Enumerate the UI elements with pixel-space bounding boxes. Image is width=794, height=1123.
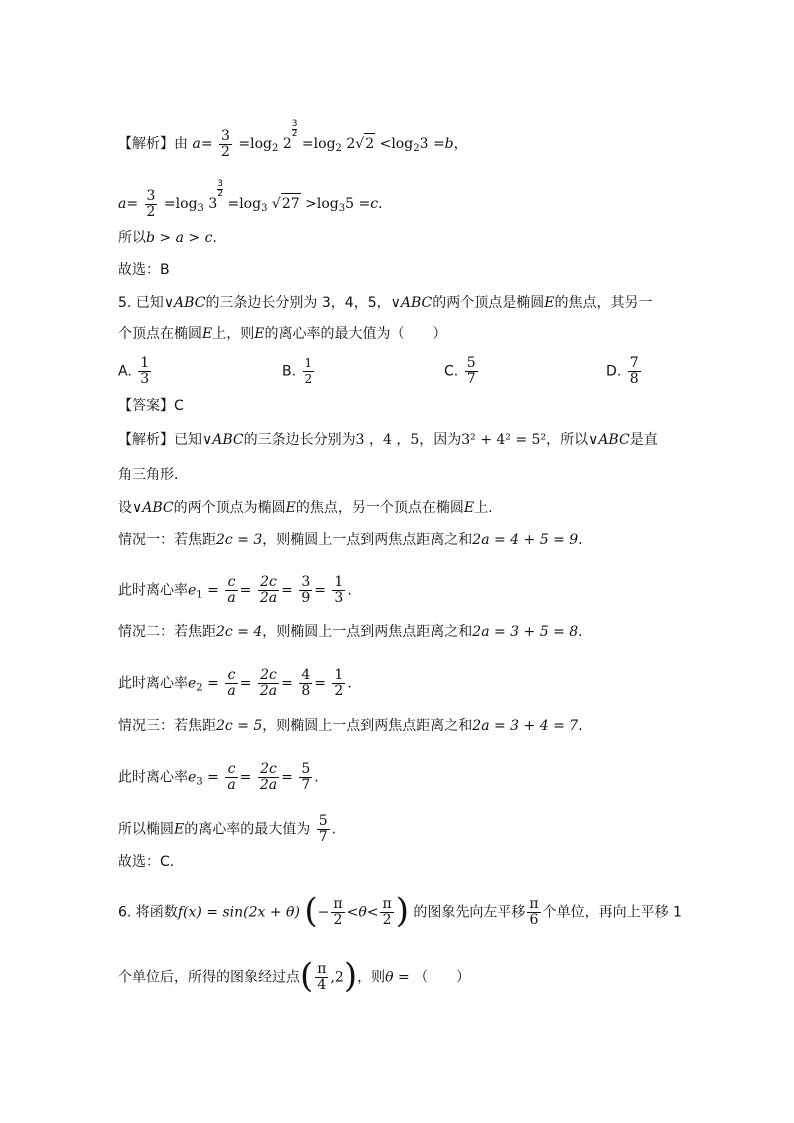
eccentricity-2: 此时离心率$e_2$ = $\frac{c}{a}$ = $\frac{2c}{2a}$ = $\frac{4}{8}$ = $\frac{1}{2}$ . — [118, 667, 352, 699]
analysis-label: 【解析】 — [118, 136, 174, 152]
case-2: 情况二：若焦距2c = 4，则椭圆上一点到两焦点距离之和2a = 3 + 5 = 8. — [118, 624, 583, 640]
solution-5-line-3: 设∨ABC的两个顶点为椭圆E的焦点，另一个顶点在椭圆E上. — [118, 500, 493, 516]
question-6-line-2: 个单位后，所得的图象经过点( $\frac{\pi}{4}$ ,2)，则θ = （ ） — [118, 955, 471, 996]
solution-5-max: 所以椭圆E的离心率的最大值为 $\frac{5}{7}$ . — [118, 813, 337, 845]
eccentricity-3: 此时离心率$e_3$ = $\frac{c}{a}$ = $\frac{2c}{2a}$ = $\frac{5}{7}$ . — [118, 761, 319, 793]
case-1: 情况一：若焦距2c = 3，则椭圆上一点到两焦点距离之和2a = 4 + 5 = 9. — [118, 532, 583, 548]
option-c[interactable]: C. $\frac{5}{7}$ — [444, 355, 476, 387]
option-b[interactable]: B. $\frac{1}{2}$ — [282, 356, 313, 386]
solution-4-line-2: a= $\frac{3}{2}$ $=\log_3$ 3 $\frac{3}{2}$ $=\log_3$ $√27 >\log_35 =c$. — [118, 179, 383, 220]
question-5-stem-line-2: 个顶点在椭圆E上，则E的离心率的最大值为（ ） — [118, 326, 447, 342]
solution-4-line-1: 【解析】由 a= $\frac{3}{2}$ $=\log_2$ 2 $\frac{3}{2}$ $=\log_2$ $2√2 <\log_23 =b$， — [118, 119, 468, 160]
question-5-options — [118, 356, 678, 390]
solution-5-line-2: 角三角形. — [118, 467, 179, 483]
exponent-fraction: $\frac{3}{2}$ — [291, 119, 298, 139]
solution-4-choice: 故选：B — [118, 262, 170, 278]
solution-4-conclusion: 所以b > a > c. — [118, 230, 217, 246]
fraction: $\frac{3}{2}$ — [146, 187, 156, 220]
solution-5-line-1: 【解析】已知∨ABC的三条边长分别为3 ，4 ，5，因为3² + 4² = 5²，所以∨ABC是直 — [118, 432, 658, 448]
eccentricity-1: 此时离心率$e_1$ = $\frac{c}{a}$ = $\frac{2c}{2a}$ = $\frac{3}{9}$ = $\frac{1}{3}$ . — [118, 574, 352, 606]
solution-5-choice: 故选：C. — [118, 854, 175, 870]
option-a[interactable]: A. $\frac{1}{3}$ — [118, 355, 150, 387]
case-3: 情况三：若焦距2c = 5，则椭圆上一点到两焦点距离之和2a = 3 + 4 = 7. — [118, 718, 583, 734]
question-5-answer: 【答案】C — [118, 398, 184, 414]
option-d[interactable]: D. $\frac{7}{8}$ — [606, 355, 639, 387]
question-6-line-1: 6. 将函数f(x) = sin(2x + θ) (− $\frac{\pi}{2}$ <θ< $\frac{\pi}{2}$ ) 的图象先向左平移 $\frac{\pi}{6}$ 个单位，再向上平移 1 — [118, 890, 682, 931]
fraction: $\frac{3}{2}$ — [221, 127, 230, 160]
question-5-stem-line-1: 5. 已知∨ABC的三条边长分别为 3，4，5，∨ABC的两个顶点是椭圆E的焦点，其另一 — [118, 295, 653, 311]
exponent-fraction: $\frac{3}{2}$ — [217, 179, 224, 199]
